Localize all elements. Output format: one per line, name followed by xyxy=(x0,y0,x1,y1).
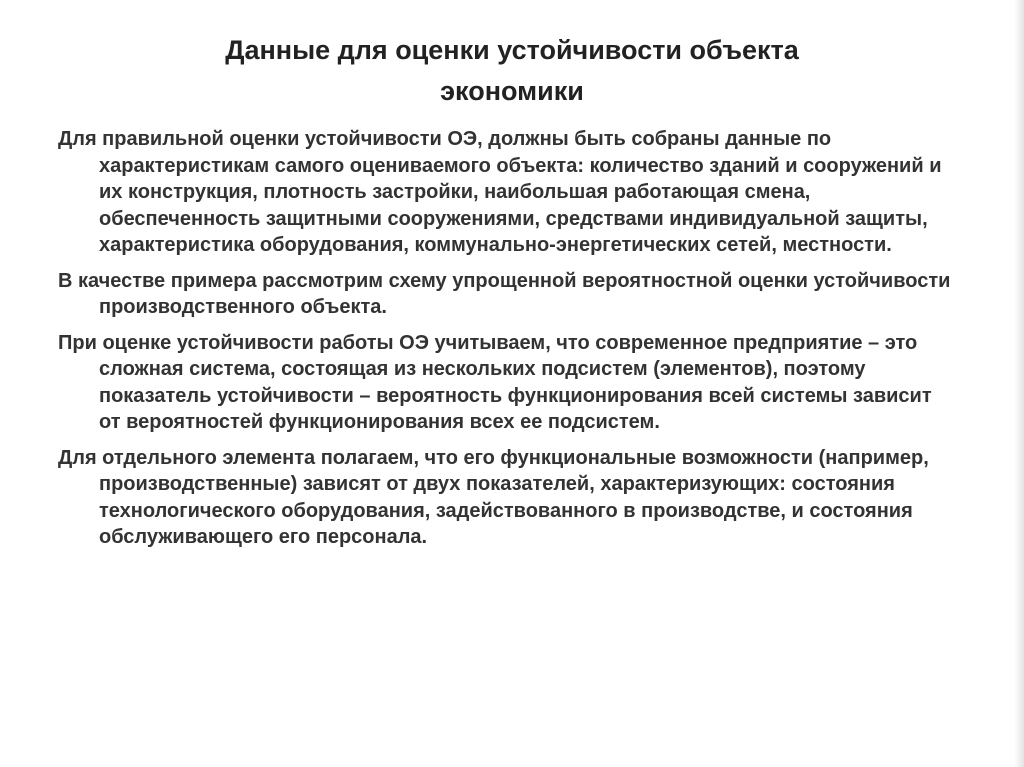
paragraph-2: В качестве примера рассмотрим схему упрощенной вероятностной оценки устойчивости производственного объекта. xyxy=(58,269,951,318)
slide-title-line-1: Данные для оценки устойчивости объекта xyxy=(225,35,799,65)
paragraph-3: При оценке устойчивости работы ОЭ учитываем, что современное предприятие – это сложная система, состоящая из нескольких подсистем (элементов), поэтому показатель устойчивости – вероятность функционирования всей системы зависит от вероятностей функционирования всех ее подсистем. xyxy=(58,331,932,433)
paragraph-1: Для правильной оценки устойчивости ОЭ, должны быть собраны данные по характеристикам самого оцениваемого объекта: количество зданий и сооружений и их конструкция, плотность застройки, наибольшая работающая смена, обеспеченность защитными сооружениями, средствами индивидуальной защиты, характеристика оборудования, коммунально-энергетических сетей, местности. xyxy=(58,128,942,256)
slide-title xyxy=(80,30,944,112)
paragraph-4: Для отдельного элемента полагаем, что его функциональные возможности (например, производственные) зависят от двух показателей, характеризующих: состояния технологического оборудования, задействованного в производстве, и состояния обслуживающего его персонала. xyxy=(58,446,929,548)
slide-title-line-2: экономики xyxy=(440,76,584,106)
slide-body xyxy=(58,126,958,560)
